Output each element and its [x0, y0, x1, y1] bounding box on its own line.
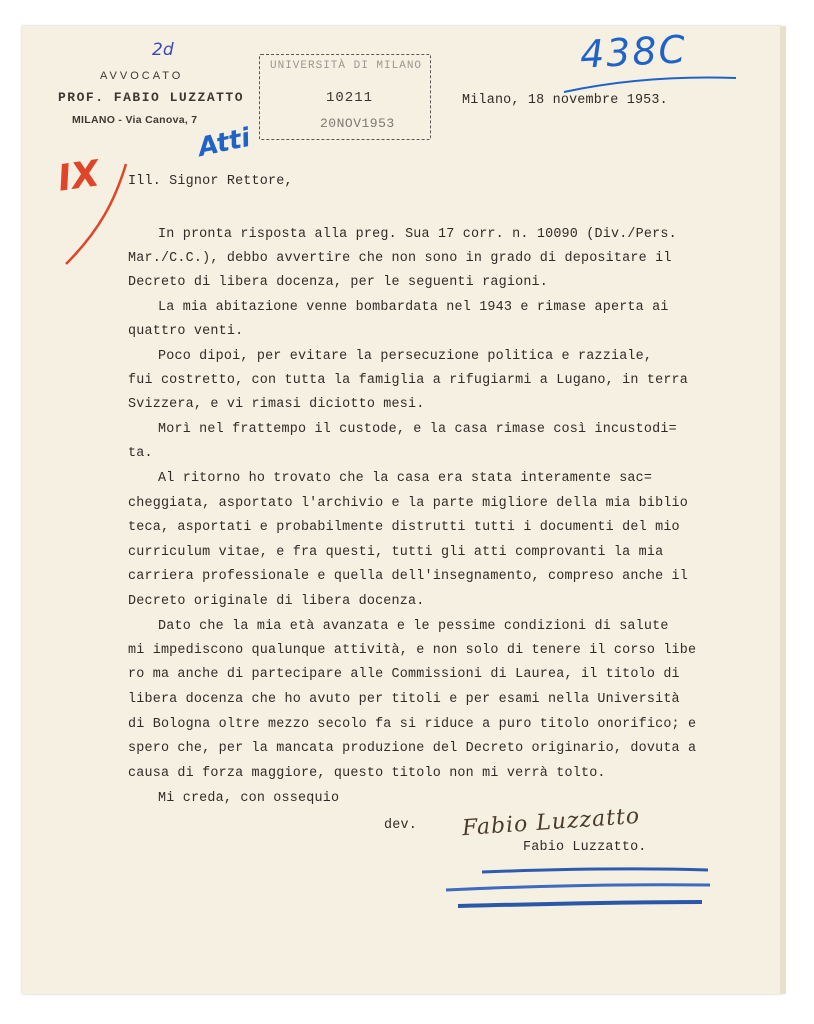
body-line: causa di forza maggiore, questo titolo non mi verrà tolto.	[128, 766, 606, 781]
stamp-date: 20NOV1953	[320, 116, 395, 131]
body-line: Mi creda, con ossequio	[158, 791, 340, 806]
body-line: carriera professionale e quella dell'insegnamento, compreso anche il	[128, 569, 689, 584]
body-line: curriculum vitae, e fra questi, tutti gli atti comprovanti la mia	[128, 545, 664, 560]
body-line: La mia abitazione venne bombardata nel 1943 e rimase aperta ai	[158, 300, 669, 315]
protocol-number: 438C	[578, 27, 689, 77]
letterhead-address: MILANO - Via Canova, 7	[72, 114, 198, 126]
letterhead-name: PROF. FABIO LUZZATTO	[58, 90, 245, 105]
sheet-edge	[780, 26, 786, 994]
letterhead-title: AVVOCATO	[100, 70, 184, 82]
stamp-institution: UNIVERSITÀ DI MILANO	[270, 60, 423, 72]
body-line: Decreto originale di libera docenza.	[128, 594, 425, 609]
body-line: Mar./C.C.), debbo avvertire che non sono in grado di depositare il	[128, 251, 672, 266]
body-line: di Bologna oltre mezzo secolo fa si riduce a puro titolo onorifico; e	[128, 717, 697, 732]
pencil-note: 2d	[152, 40, 174, 60]
body-line: Poco dipoi, per evitare la persecuzione politica e razziale,	[158, 349, 653, 364]
body-line: spero che, per la mancata produzione del Decreto originario, dovuta a	[128, 741, 697, 756]
atti-annotation: Atti	[195, 122, 254, 164]
body-line: quattro venti.	[128, 324, 244, 339]
blue-strokes	[440, 860, 720, 920]
body-line: libera docenza che ho avuto per titoli e per esami nella Università	[128, 692, 680, 707]
date-line: Milano, 18 novembre 1953.	[462, 93, 668, 108]
body-line: teca, asportati e probabilmente distrutti tutti i documenti del mio	[128, 520, 680, 535]
salutation: Ill. Signor Rettore,	[128, 174, 293, 189]
body-line: fui costretto, con tutta la famiglia a rifugiarmi a Lugano, in terra	[128, 373, 689, 388]
body-line: Al ritorno ho trovato che la casa era stata interamente sac=	[158, 471, 653, 486]
body-line: Dato che la mia età avanzata e le pessime condizioni di salute	[158, 619, 669, 634]
roman-numeral-annotation: IX	[55, 153, 102, 200]
body-line: ta.	[128, 446, 153, 461]
stamp-number: 10211	[326, 90, 374, 106]
body-line: Decreto di libera docenza, per le seguenti ragioni.	[128, 275, 549, 290]
handwritten-signature: Fabio Luzzatto	[461, 803, 641, 842]
body-line: mi impediscono qualunque attività, e non solo di tenere il corso libe	[128, 643, 697, 658]
body-line: Svizzera, e vi rimasi diciotto mesi.	[128, 397, 425, 412]
body-line: ro ma anche di partecipare alle Commissioni di Laurea, il titolo di	[128, 667, 680, 682]
closing-dev: dev.	[384, 818, 417, 833]
body-line: In pronta risposta alla preg. Sua 17 corr. n. 10090 (Div./Pers.	[158, 227, 677, 242]
body-line: Morì nel frattempo il custode, e la casa rimase così incustodi=	[158, 422, 677, 437]
body-line: cheggiata, asportato l'archivio e la parte migliore della mia biblio	[128, 496, 689, 511]
typed-name: Fabio Luzzatto.	[523, 840, 647, 855]
